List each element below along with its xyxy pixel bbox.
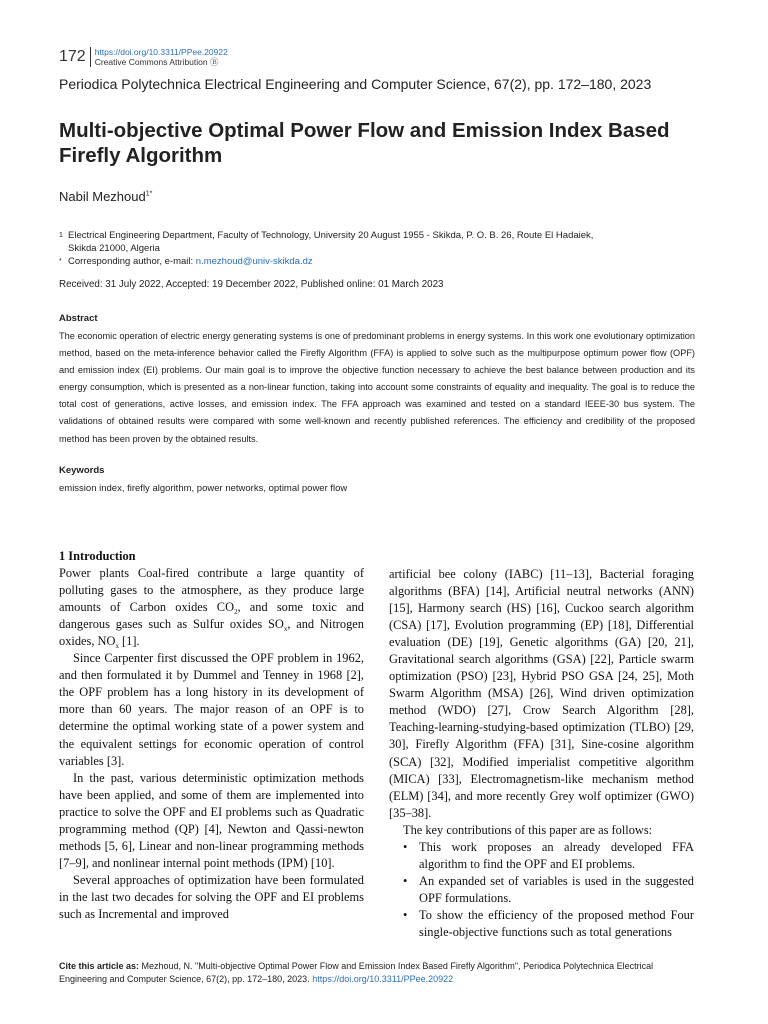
paragraph: Several approaches of optimization have been formulated in the last two decades for solving the OPF and EI problems such as Incremental and improved bbox=[59, 872, 364, 921]
citation-footer bbox=[59, 960, 695, 985]
paragraph-text: , and some toxic and dangerous gases such as Sulfur oxides SO bbox=[59, 600, 364, 632]
paragraph: Since Carpenter first discussed the OPF problem in 1962, and then formulated it by Dummel and Tenney in 1968 [2], the OPF problem has a long history in its development of more than 60 years. The major reason of an OPF is to determine the optimal working state of a power system and the equivalent settings for economic operation of control variables [3]. bbox=[59, 651, 364, 768]
paragraph: In the past, various deterministic optimization methods have been applied, and some of them are implemented into practice to solve the OPF and EI problems such as Quadratic programming method (QP) [4], Newton and Qassi-newton methods [5, 6], Linear and non-linear programming methods [7–9], and nonlinear internal point methods (IPM) [10]. bbox=[59, 770, 364, 870]
journal-line bbox=[59, 76, 651, 92]
affiliation-mark: 1 bbox=[59, 232, 63, 239]
list-item: • This work proposes an already developed FFA algorithm to find the OPF and EI problems. bbox=[389, 839, 694, 873]
corresponding-author bbox=[59, 255, 709, 268]
page-header bbox=[59, 47, 228, 67]
subscript: x bbox=[115, 642, 119, 651]
paragraph-text: [1]. bbox=[118, 634, 140, 649]
doi-link[interactable]: https://doi.org/10.3311/PPee.20922 bbox=[94, 47, 228, 57]
paragraph-text: , and Nitrogen oxides, NO bbox=[59, 617, 364, 649]
cite-text: Mezhoud, N. "Multi-objective Optimal Power Flow and Emission Index Based Firefly Algorithm", Periodica Polytechnica Electrical Engineering and Computer Science, 67(2), pp. 172–180, 2023. bbox=[59, 961, 654, 984]
keywords-heading: Keywords bbox=[59, 465, 105, 476]
section-heading: 1 Introduction bbox=[59, 549, 136, 563]
affiliation bbox=[59, 229, 709, 242]
subscript: 2 bbox=[234, 608, 238, 617]
right-column bbox=[389, 566, 694, 941]
paper-title: Multi-objective Optimal Power Flow and Emission Index Based Firefly Algorithm bbox=[59, 119, 670, 167]
email-link[interactable]: n.mezhoud@univ-skikda.dz bbox=[195, 256, 313, 267]
footer-doi-link[interactable]: https://doi.org/10.3311/PPee.20922 bbox=[312, 973, 454, 984]
paragraph-text: Power plants Coal-fired contribute a large quantity of polluting gases to the atmosphere, as they produce large amounts of Carbon oxides CO bbox=[59, 566, 364, 615]
list-item: • An expanded set of variables is used in the suggested OPF formulations. bbox=[389, 873, 694, 907]
page-number: 172 bbox=[59, 47, 91, 67]
affiliation-line-1: Electrical Engineering Department, Faculty of Technology, University 20 August 1955 - Skikda, P. O. B. 26, Route El Hadaiek, bbox=[68, 230, 594, 241]
abstract-heading: Abstract bbox=[59, 313, 98, 324]
publication-dates: Received: 31 July 2022, Accepted: 19 December 2022, Published online: 01 March 2023 bbox=[59, 279, 444, 290]
contribution-list bbox=[389, 839, 694, 941]
corresponding-mark: * bbox=[59, 258, 62, 265]
paragraph: artificial bee colony (IABC) [11–13], Bacterial foraging algorithms (BFA) [14], Artificial neutral networks (ANN) [15], Harmony search (HS) [16], Cuckoo search algorithm (CSA) [17], Evolution programming (EP) [18], Differential evaluation (DE) [19], Genetic algorithms (GA) [20, 21], Gravitational search algorithms (GSA) [22], Particle swarm optimization (PSO) [23], Hybrid PSO GSA [24, 25], Moth Swarm Algorithm (MSA) [26], Wind driven optimization method (WDO) [27], Crow Search Algorithm [28], Teaching-learning-studying-based optimization (TLBO) [29, 30], Firefly Algorithm (FFA) [31], Sine-cosine algorithm (SCA) [32], Modified imperialist competitive algorithm (MICA) [33], Electromagnetism-like mechanism method (ELM) [34], and more recently Grey wolf optimizer (GWO) [35–38]. bbox=[389, 567, 694, 820]
subscript: x bbox=[283, 625, 288, 634]
journal-name: Periodica Polytechnica Electrical Engineering and Computer Science bbox=[59, 76, 487, 92]
left-column bbox=[59, 548, 364, 923]
author-name: Nabil Mezhoud bbox=[59, 189, 146, 204]
abstract-text: The economic operation of electric energy generating systems is one of predominant problems in energy systems. In this work one evolutionary optimization method, based on the meta-inference behavior called the Firefly Algorithm (FFA) is applied to solve such as the multipurpose optimum power flow (OPF) and emission index (EI) problems. Our main goal is to improve the objective function necessary to achieve the best balance between production and its energy consumption, which is presented as a non-linear function, taking into account some constraints of equality and inequality. The goal is to reduce the total cost of generations, active losses, and emission index. The FFA approach was examined and tested on a standard IEEE-30 bus system. The validations of obtained results were compared with some well-known and recently published references. The efficiency and credibility of the proposed method has been proven by the obtained results. bbox=[59, 331, 695, 444]
header-links bbox=[91, 47, 228, 67]
keywords-text: emission index, firefly algorithm, power networks, optimal power flow bbox=[59, 483, 348, 494]
journal-citation: , 67(2), pp. 172–180, 2023 bbox=[486, 76, 652, 92]
cite-label: Cite this article as: bbox=[59, 961, 140, 971]
affiliation-line-2: Skikda 21000, Algeria bbox=[68, 243, 160, 254]
author bbox=[59, 189, 152, 204]
list-item: • To show the efficiency of the proposed method Four single-objective functions such as total generations bbox=[389, 907, 694, 941]
paragraph bbox=[59, 565, 364, 650]
corresponding-label: Corresponding author, e-mail: bbox=[68, 256, 196, 267]
paragraph: The key contributions of this paper are as follows: bbox=[403, 822, 653, 837]
license-text: Creative Commons Attribution Ⓑ bbox=[94, 57, 219, 67]
author-marks: 1* bbox=[145, 190, 153, 198]
